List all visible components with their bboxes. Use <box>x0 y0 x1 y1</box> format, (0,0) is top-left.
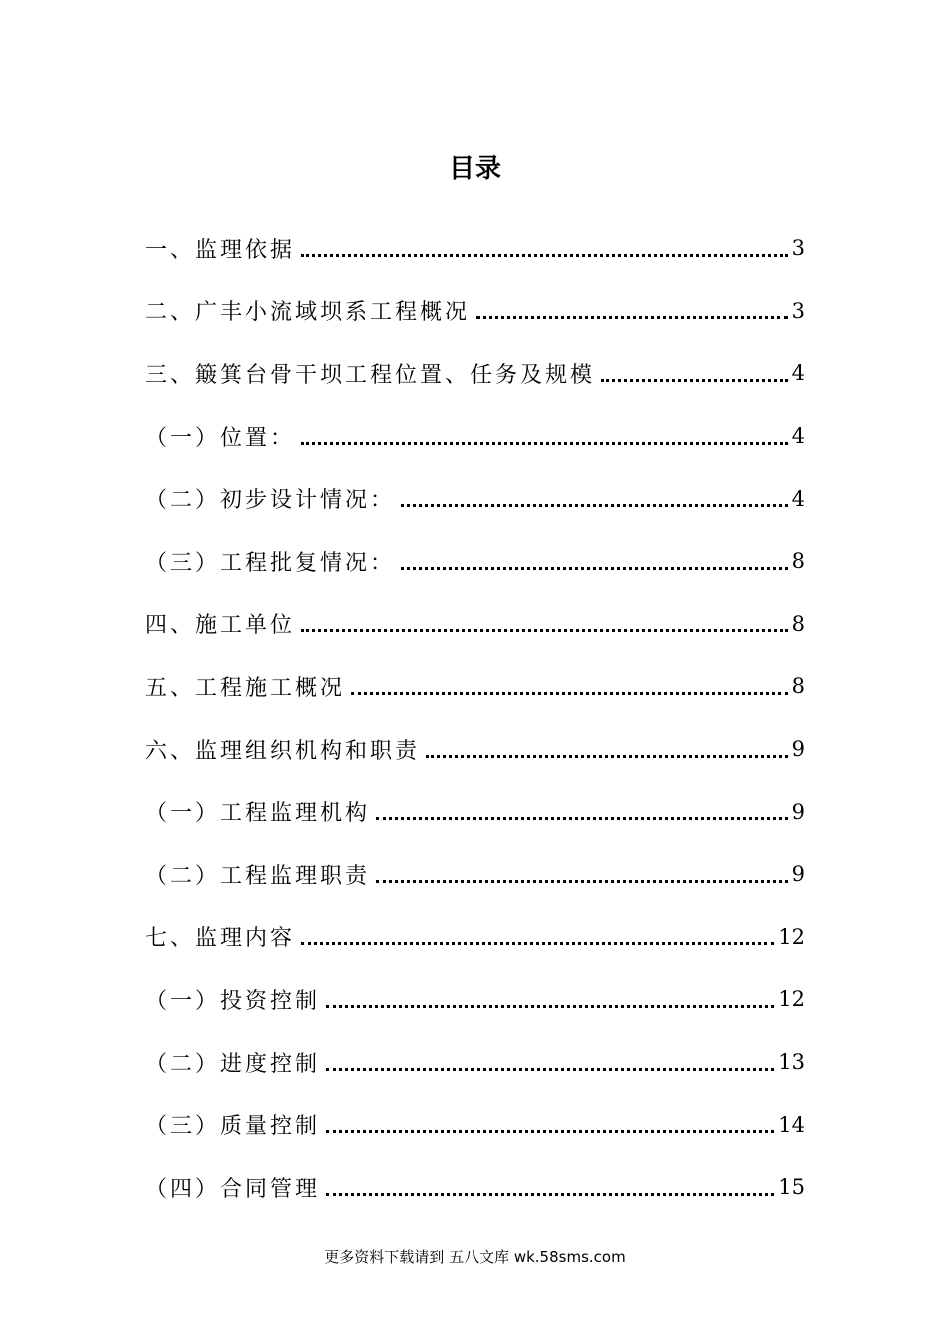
toc-entry-page: 9 <box>791 862 805 887</box>
toc-dot-leader <box>376 795 788 820</box>
toc-entry[interactable] <box>145 843 805 906</box>
toc-entry-label: （四）合同管理 <box>145 1176 321 1202</box>
toc-entry[interactable] <box>145 1093 805 1156</box>
toc-entry-label: （一）投资控制 <box>145 988 321 1014</box>
toc-entry-page: 4 <box>791 361 805 386</box>
toc-entry[interactable] <box>145 530 805 593</box>
toc-entry[interactable] <box>145 467 805 530</box>
toc-dot-leader <box>351 670 788 695</box>
page-title: 目录 <box>448 154 501 184</box>
toc-entry[interactable] <box>145 1031 805 1094</box>
toc-entry[interactable] <box>145 780 805 843</box>
toc-entry-label: 五、工程施工概况 <box>145 675 346 701</box>
toc-entry[interactable] <box>145 405 805 468</box>
toc-entry[interactable] <box>145 217 805 280</box>
toc-entry[interactable] <box>145 1156 805 1219</box>
toc-dot-leader <box>301 920 774 945</box>
toc-entry-label: （一）位置： <box>145 425 296 451</box>
toc-entry-page: 3 <box>791 236 805 261</box>
toc-dot-leader <box>401 545 788 570</box>
toc-dot-leader <box>326 983 774 1008</box>
toc-dot-leader <box>301 607 788 632</box>
footer-download-note: 更多资料下载请到 五八文库 wk.58sms.com <box>324 1248 626 1266</box>
toc-entry-page: 13 <box>778 1050 805 1075</box>
toc-entry[interactable] <box>145 718 805 781</box>
toc-entry-label: （一）工程监理机构 <box>145 801 371 827</box>
toc-entry-label: 六、监理组织机构和职责 <box>145 738 421 764</box>
toc-dot-leader <box>376 858 788 883</box>
toc-dot-leader <box>301 420 788 445</box>
toc-entry-label: 三、簸箕台骨干坝工程位置、任务及规模 <box>145 362 596 388</box>
toc-dot-leader <box>401 482 788 507</box>
toc-entry-label: （二）进度控制 <box>145 1051 321 1077</box>
toc-entry-label: 四、施工单位 <box>145 613 296 639</box>
toc-entry[interactable] <box>145 280 805 343</box>
toc-dot-leader <box>326 1108 774 1133</box>
toc-entry-page: 4 <box>791 486 805 511</box>
toc-entry-page: 8 <box>791 549 805 574</box>
toc-dot-leader <box>326 1046 774 1071</box>
toc-entry[interactable] <box>145 655 805 718</box>
toc-entry-page: 15 <box>778 1175 805 1200</box>
toc-entry-page: 12 <box>778 987 805 1012</box>
toc-entry-page: 12 <box>778 924 805 949</box>
toc-dot-leader <box>476 294 788 319</box>
toc-entry-label: （二）工程监理职责 <box>145 863 371 889</box>
toc-entry-page: 9 <box>791 799 805 824</box>
toc-entry-page: 3 <box>791 298 805 323</box>
toc-entry-page: 14 <box>778 1112 805 1137</box>
toc-entry-page: 4 <box>791 424 805 449</box>
toc-entry-label: 七、监理内容 <box>145 926 296 952</box>
toc-entry-label: 一、监理依据 <box>145 237 296 263</box>
toc-entry-label: （三）工程批复情况： <box>145 550 396 576</box>
toc-entry-label: （三）质量控制 <box>145 1114 321 1140</box>
toc-dot-leader <box>301 232 788 257</box>
toc-entry-page: 8 <box>791 611 805 636</box>
toc-entry-page: 9 <box>791 737 805 762</box>
toc-dot-leader <box>601 357 788 382</box>
toc-dot-leader <box>426 733 788 758</box>
toc-entry[interactable] <box>145 968 805 1031</box>
toc-entry-label: 二、广丰小流域坝系工程概况 <box>145 300 471 326</box>
table-of-contents <box>145 217 805 1219</box>
toc-entry[interactable] <box>145 593 805 656</box>
toc-entry-label: （二）初步设计情况： <box>145 488 396 514</box>
toc-entry-page: 8 <box>791 674 805 699</box>
toc-entry[interactable] <box>145 906 805 969</box>
toc-entry[interactable] <box>145 342 805 405</box>
toc-dot-leader <box>326 1171 774 1196</box>
